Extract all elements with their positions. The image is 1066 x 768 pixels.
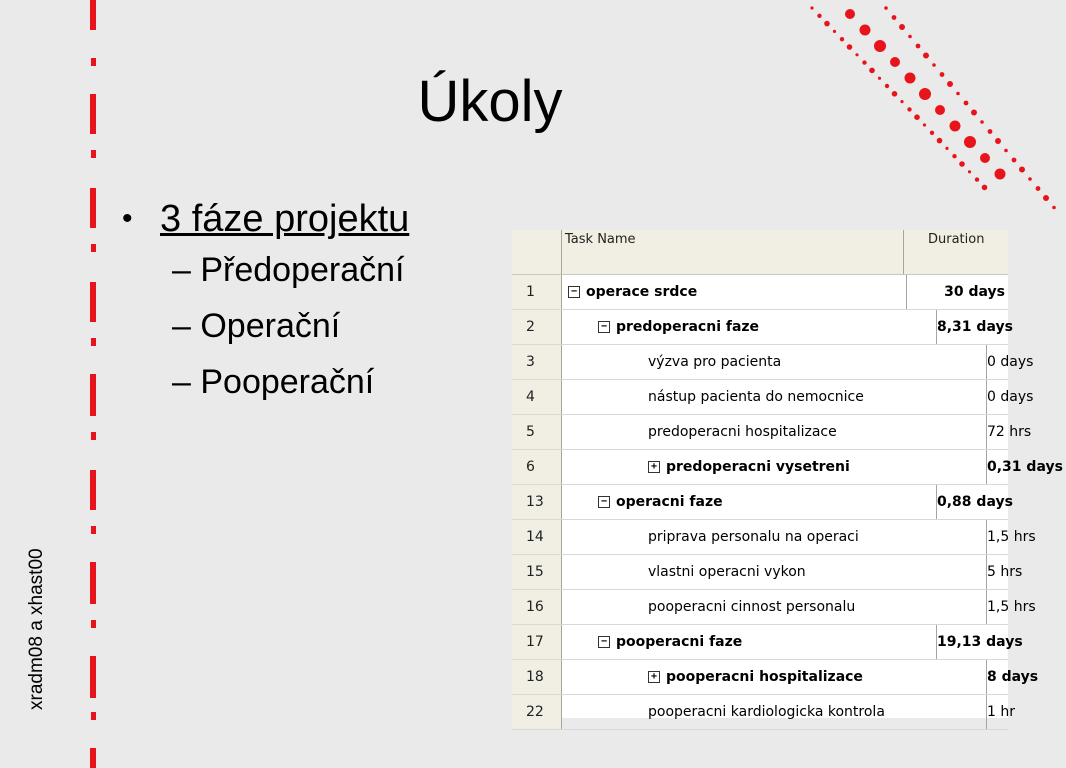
duration-cell[interactable]: 1 hr [987, 704, 1015, 720]
table-row[interactable] [512, 590, 1036, 625]
red-dot [847, 44, 853, 50]
bullet-list [124, 196, 409, 410]
task-name-cell[interactable] [562, 310, 937, 344]
red-dot [878, 77, 881, 80]
task-name-cell[interactable] [562, 450, 987, 484]
task-name-cell[interactable] [562, 415, 987, 449]
row-id[interactable]: 3 [512, 345, 562, 379]
red-dot [982, 185, 988, 191]
duration-cell[interactable]: 0 days [987, 354, 1034, 370]
dash-segment [91, 58, 96, 66]
table-row[interactable] [512, 485, 1013, 520]
red-dot [923, 53, 929, 59]
table-row[interactable] [512, 450, 1063, 485]
row-id[interactable]: 5 [512, 415, 562, 449]
red-dot [930, 131, 934, 135]
table-row[interactable] [512, 275, 1008, 310]
red-dot [1036, 186, 1041, 191]
dash-segment [91, 338, 96, 346]
table-row[interactable] [512, 310, 1013, 345]
red-dot [980, 153, 990, 163]
duration-cell[interactable]: 5 hrs [987, 564, 1023, 580]
row-id[interactable]: 22 [512, 695, 562, 729]
red-dot [932, 63, 936, 67]
task-name-label: výzva pro pacienta [648, 354, 782, 370]
red-dot [923, 123, 926, 126]
red-dot [935, 105, 945, 115]
red-dot [988, 129, 993, 134]
duration-cell[interactable]: 0,88 days [937, 494, 1013, 510]
task-name-cell[interactable] [562, 590, 987, 624]
duration-cell[interactable]: 0 days [987, 389, 1034, 405]
task-name-label: operacni faze [616, 494, 723, 510]
red-dot [817, 14, 821, 18]
table-row[interactable] [512, 695, 1015, 730]
row-id[interactable]: 2 [512, 310, 562, 344]
dash-segment [91, 432, 96, 440]
collapse-icon[interactable]: − [598, 636, 610, 648]
author-label: xradm08 a xhast00 [26, 548, 47, 710]
dash-segment [91, 620, 96, 628]
table-row[interactable] [512, 625, 1023, 660]
table-row[interactable] [512, 415, 1032, 450]
red-dot [919, 88, 931, 100]
duration-cell[interactable]: 8,31 days [937, 319, 1013, 335]
red-dot [862, 60, 866, 64]
task-name-label: pooperacni kardiologicka kontrola [648, 704, 885, 720]
red-dot [874, 40, 886, 52]
duration-cell[interactable]: 1,5 hrs [987, 529, 1036, 545]
red-dot [1052, 206, 1056, 210]
duration-cell[interactable]: 1,5 hrs [987, 599, 1036, 615]
bullet-text: 3 fáze projektu [160, 198, 410, 240]
dash-segment [90, 656, 96, 698]
red-dot [840, 37, 844, 41]
red-dot [869, 68, 875, 74]
sub-item: – Operační [172, 307, 341, 345]
red-dot [952, 154, 956, 158]
row-id[interactable]: 1 [512, 275, 562, 309]
red-dot [892, 91, 898, 97]
red-dot [947, 81, 953, 87]
red-dot [968, 170, 971, 173]
task-name-cell[interactable] [562, 695, 987, 729]
collapse-icon[interactable]: − [598, 321, 610, 333]
red-dot [1028, 177, 1032, 181]
dash-segment [91, 712, 96, 720]
red-dot [964, 101, 969, 106]
table-row[interactable] [512, 660, 1039, 695]
task-name-label: nástup pacienta do nemocnice [648, 389, 864, 405]
task-name-cell[interactable] [562, 555, 987, 589]
task-name-label: operace srdce [586, 284, 698, 300]
red-dot [833, 30, 836, 33]
table-row[interactable] [512, 520, 1036, 555]
red-dot [899, 24, 905, 30]
collapse-icon[interactable]: − [568, 286, 580, 298]
task-name-cell[interactable] [562, 660, 987, 694]
row-id[interactable]: 13 [512, 485, 562, 519]
duration-cell[interactable]: 0,31 days [987, 459, 1063, 475]
dash-segment [90, 562, 96, 604]
expand-icon[interactable]: + [648, 461, 660, 473]
red-dot [995, 169, 1006, 180]
task-name-cell[interactable] [562, 275, 907, 309]
red-dot [959, 161, 965, 167]
sub-item: – Předoperační [172, 251, 405, 289]
row-id[interactable]: 6 [512, 450, 562, 484]
duration-cell[interactable]: 8 days [987, 669, 1039, 685]
bullet-dot-icon: • [122, 202, 133, 235]
red-dot [995, 138, 1001, 144]
red-dot [908, 35, 912, 39]
red-dot [900, 100, 903, 103]
task-name-cell[interactable] [562, 485, 937, 519]
red-dot [980, 120, 984, 124]
task-name-label: vlastni operacni vykon [648, 564, 806, 580]
task-name-label: pooperacni faze [616, 634, 743, 650]
red-dot [937, 138, 943, 144]
red-dot [945, 147, 948, 150]
dash-segment [91, 244, 96, 252]
task-name-cell[interactable] [562, 345, 987, 379]
sub-item: – Pooperační [172, 363, 375, 401]
red-dot [975, 177, 979, 181]
red-dot [916, 44, 921, 49]
task-name-label: predoperacni faze [616, 319, 760, 335]
task-table [512, 230, 1063, 720]
red-dot [964, 136, 976, 148]
red-dot [956, 92, 960, 96]
table-row[interactable] [512, 555, 1023, 590]
row-id[interactable]: 18 [512, 660, 562, 694]
red-dot [905, 73, 916, 84]
red-dot [824, 21, 830, 27]
dash-segment [90, 94, 96, 134]
dash-segment [90, 188, 96, 228]
red-dot [890, 57, 900, 67]
row-id[interactable]: 15 [512, 555, 562, 589]
red-dot [885, 84, 889, 88]
expand-icon[interactable]: + [648, 671, 660, 683]
task-name-cell[interactable] [562, 380, 987, 414]
red-dot [914, 114, 920, 120]
dash-segment [90, 470, 96, 510]
dash-segment [90, 0, 96, 30]
row-id[interactable]: 17 [512, 625, 562, 659]
red-dot [892, 15, 897, 20]
red-dot [810, 6, 813, 9]
task-name-label: priprava personalu na operaci [648, 529, 859, 545]
decorative-dots [790, 0, 1024, 260]
collapse-icon[interactable]: − [598, 496, 610, 508]
red-dot [860, 25, 871, 36]
task-name-label: pooperacni hospitalizace [666, 669, 863, 685]
task-name-column-header[interactable]: Task Name [562, 230, 904, 274]
red-dot [1004, 149, 1008, 153]
red-dot [884, 6, 888, 10]
row-id[interactable]: 16 [512, 590, 562, 624]
task-name-cell[interactable] [562, 520, 987, 554]
dash-segment [90, 374, 96, 416]
dash-segment [90, 748, 96, 768]
task-name-label: pooperacni cinnost personalu [648, 599, 856, 615]
table-row[interactable] [512, 345, 1034, 380]
dash-segment [91, 150, 96, 158]
duration-cell[interactable]: 30 days [944, 284, 1005, 300]
red-dot [940, 72, 945, 77]
duration-column-header[interactable]: Duration [928, 232, 985, 247]
red-dot [971, 110, 977, 116]
bullet-item [124, 196, 409, 242]
dash-segment [90, 282, 96, 322]
table-row[interactable] [512, 380, 1034, 415]
red-dot [1012, 158, 1017, 163]
task-name-label: predoperacni vysetreni [666, 459, 850, 475]
dash-segment [91, 526, 96, 534]
red-dot [950, 121, 961, 132]
duration-cell[interactable]: 19,13 days [937, 634, 1023, 650]
red-dot [845, 9, 855, 19]
task-name-label: predoperacni hospitalizace [648, 424, 837, 440]
dashed-red-line [90, 0, 102, 768]
slide-title: Úkoly [417, 69, 563, 134]
duration-cell[interactable]: 72 hrs [987, 424, 1032, 440]
red-dot [907, 107, 911, 111]
row-id[interactable]: 14 [512, 520, 562, 554]
table-header [512, 230, 1008, 275]
red-dot [855, 53, 858, 56]
red-dot [1019, 167, 1025, 173]
task-name-cell[interactable] [562, 625, 937, 659]
red-dot [1043, 195, 1049, 201]
row-id[interactable]: 4 [512, 380, 562, 414]
id-column-header[interactable] [512, 230, 562, 274]
